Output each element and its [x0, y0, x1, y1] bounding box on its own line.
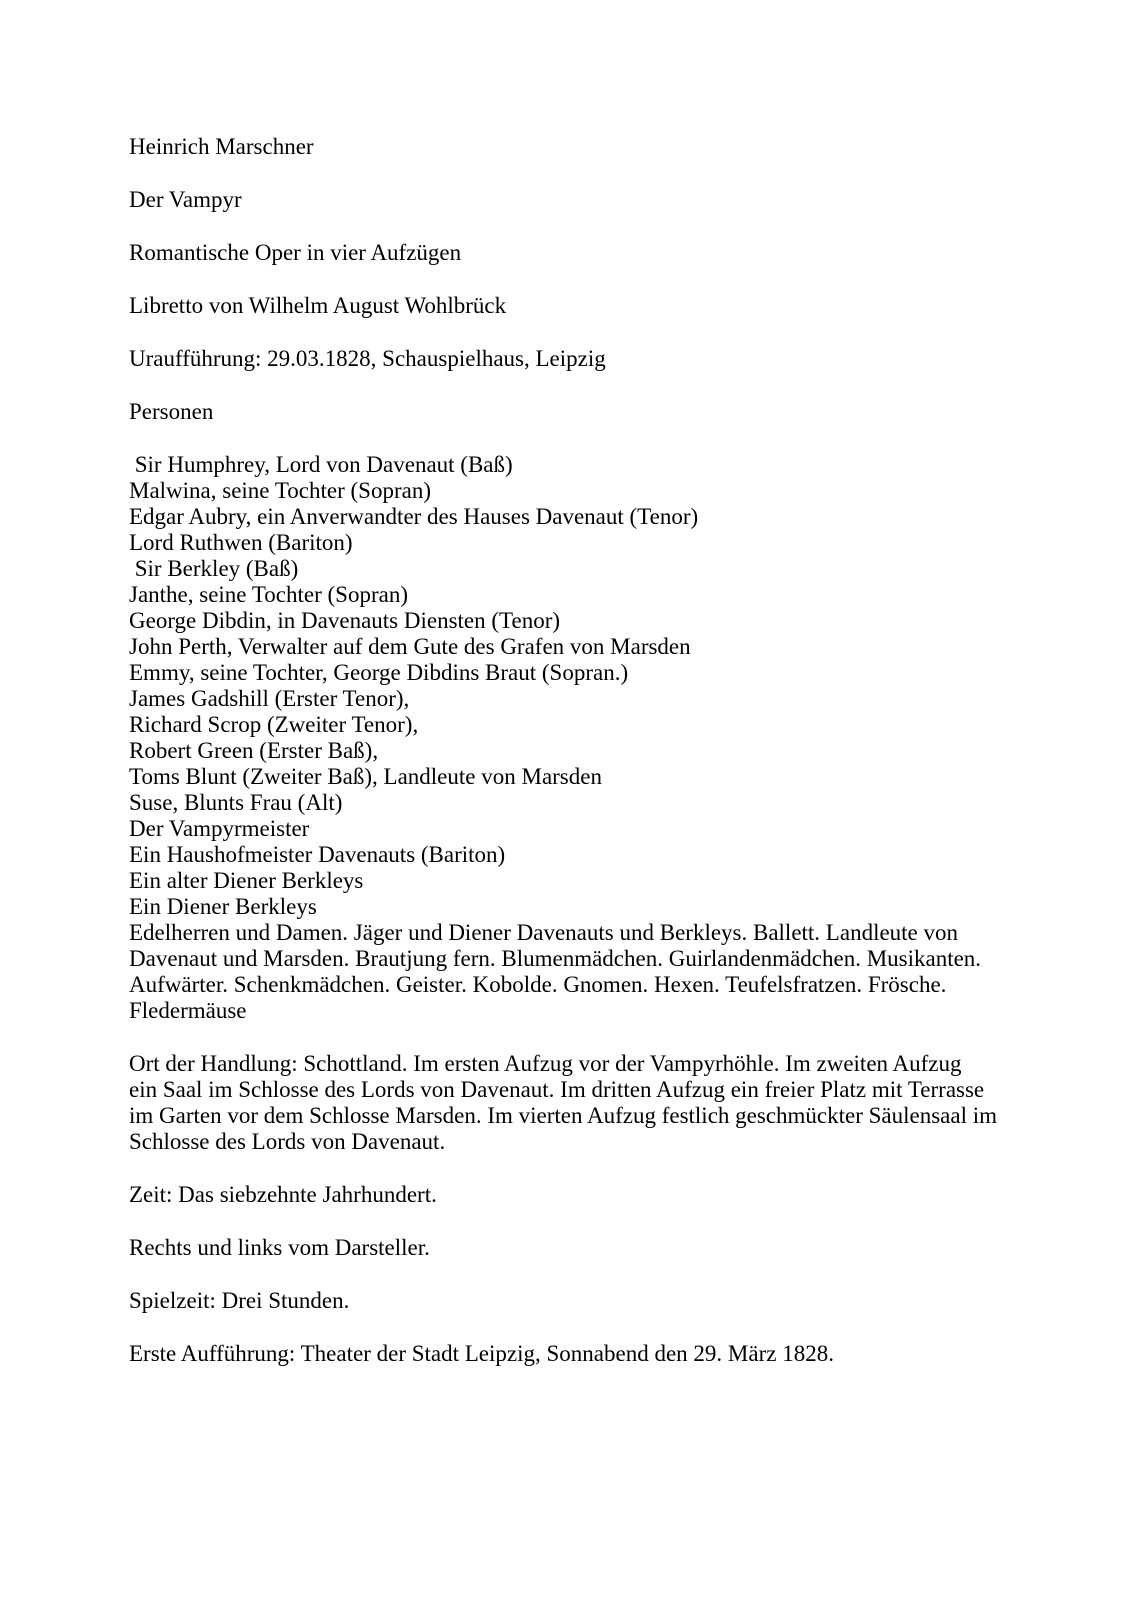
person-line: Emmy, seine Tochter, George Dibdins Braut (Sopran.): [129, 660, 629, 685]
premiere-line: Uraufführung: 29.03.1828, Schauspielhaus, Leipzig: [129, 346, 606, 371]
person-line: Janthe, seine Tochter (Sopran): [129, 582, 408, 607]
person-line: Ein Diener Berkleys: [129, 894, 317, 919]
setting-line: Ort der Handlung: Schottland. Im ersten Aufzug vor der Vampyrhöhle. Im zweiten Aufzug: [129, 1051, 962, 1076]
setting-line: im Garten vor dem Schlosse Marsden. Im vierten Aufzug festlich geschmückter Säulensaal im: [129, 1103, 998, 1128]
author-line: Heinrich Marschner: [129, 134, 314, 159]
person-line: Ein alter Diener Berkleys: [129, 868, 364, 893]
person-line: John Perth, Verwalter auf dem Gute des Grafen von Marsden: [129, 634, 691, 659]
person-line: Malwina, seine Tochter (Sopran): [129, 478, 431, 503]
duration-note: Spielzeit: Drei Stunden.: [129, 1288, 350, 1313]
persons-list: [129, 452, 1075, 1024]
libretto-line: Libretto von Wilhelm August Wohlbrück: [129, 293, 507, 318]
person-line: Ein Haushofmeister Davenauts (Bariton): [129, 842, 506, 867]
first-performance-line: Erste Aufführung: Theater der Stadt Leipzig, Sonnabend den 29. März 1828.: [129, 1341, 834, 1366]
person-line: Sir Humphrey, Lord von Davenaut (Baß): [129, 452, 513, 477]
person-line: Aufwärter. Schenkmädchen. Geister. Kobolde. Gnomen. Hexen. Teufelsfratzen. Frösche.: [129, 972, 947, 997]
person-line: Toms Blunt (Zweiter Baß), Landleute von Marsden: [129, 764, 602, 789]
setting-line: ein Saal im Schlosse des Lords von Davenaut. Im dritten Aufzug ein freier Platz mit Terrasse: [129, 1077, 985, 1102]
person-line: Robert Green (Erster Baß),: [129, 738, 379, 763]
person-line: Edgar Aubry, ein Anverwandter des Hauses Davenaut (Tenor): [129, 504, 699, 529]
subtitle-line: Romantische Oper in vier Aufzügen: [129, 240, 462, 265]
person-line: Der Vampyrmeister: [129, 816, 310, 841]
person-line: Davenaut und Marsden. Brautjung fern. Blumenmädchen. Guirlandenmädchen. Musikanten.: [129, 946, 982, 971]
person-line: Suse, Blunts Frau (Alt): [129, 790, 343, 815]
stage-note: Rechts und links vom Darsteller.: [129, 1235, 430, 1260]
title-line: Der Vampyr: [129, 187, 242, 212]
person-line: James Gadshill (Erster Tenor),: [129, 686, 410, 711]
person-line: George Dibdin, in Davenauts Diensten (Tenor): [129, 608, 561, 633]
setting-line: Schlosse des Lords von Davenaut.: [129, 1129, 446, 1154]
persons-heading: Personen: [129, 399, 214, 424]
person-line: Sir Berkley (Baß): [129, 556, 299, 581]
person-line: Lord Ruthwen (Bariton): [129, 530, 353, 555]
setting-paragraph: [129, 1051, 1075, 1155]
time-note: Zeit: Das siebzehnte Jahrhundert.: [129, 1182, 437, 1207]
person-line: Fledermäuse: [129, 998, 247, 1023]
person-line: Richard Scrop (Zweiter Tenor),: [129, 712, 419, 737]
person-line: Edelherren und Damen. Jäger und Diener Davenauts und Berkleys. Ballett. Landleute von: [129, 920, 959, 945]
